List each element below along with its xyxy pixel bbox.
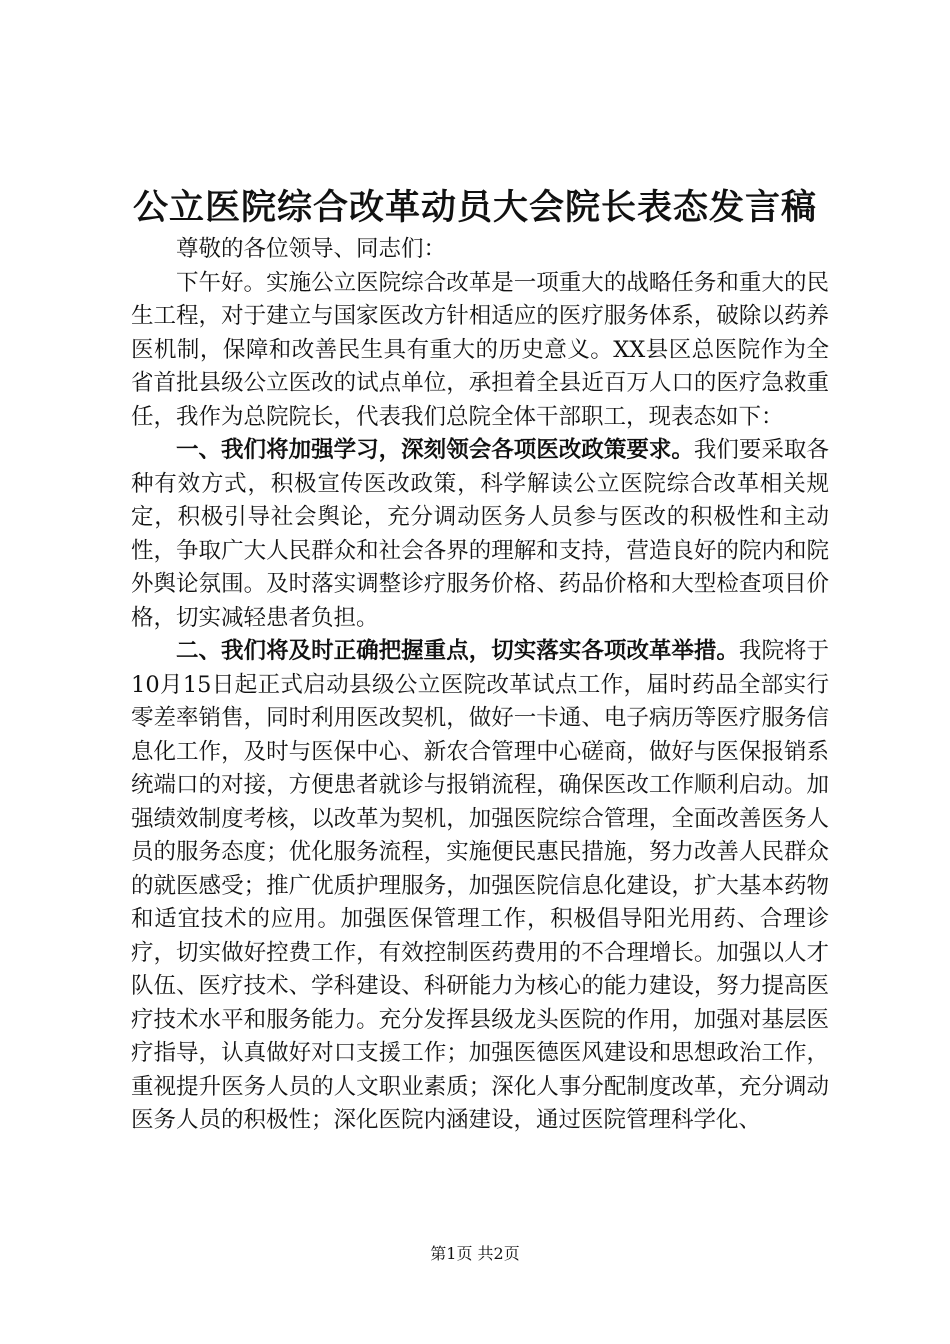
document-title: 公立医院综合改革动员大会院长表态发言稿 xyxy=(132,187,817,228)
page-footer xyxy=(0,1242,950,1266)
section-text-1: 我们要采取各种有效方式，积极宣传医改政策，科学解读公立医院综合改革相关规定，积极引导社会舆论，充分调动医务人员参与医改的积极性和主动性，争取广大人民群众和社会各界的理解和支持，营造良好的院内和院外舆论氛围。及时落实调整诊疗服务价格、药品价格和大型检查项目价格，切实减轻患者负担。 xyxy=(131,437,829,631)
section-paragraph-2 xyxy=(131,635,829,1138)
salutation-paragraph: 尊敬的各位领导、同志们： xyxy=(176,236,447,262)
section-heading-1: 一、我们将加强学习，深刻领会各项医改政策要求。 xyxy=(176,437,694,463)
section-text-2: 我院将于10月15日起正式启动县级公立医院改革试点工作，届时药品全部实行零差率销售，同时利用医改契机，做好一卡通、电子病历等医疗服务信息化工作，及时与医保中心、新农合管理中心磋商，做好与医保报销系统端口的对接，方便患者就诊与报销流程，确保医改工作顺利启动。加强绩效制度考核，以改革为契机，加强医院综合管理，全面改善医务人员的服务态度；优化服务流程，实施便民惠民措施，努力改善人民群众的就医感受；推广优质护理服务，加强医院信息化建设，扩大基本药物和适宜技术的应用。加强医保管理工作，积极倡导阳光用药、合理诊疗，切实做好控费工作，有效控制医药费用的不合理增长。加强以人才队伍、医疗技术、学科建设、科研能力为核心的能力建设，努力提高医疗技术水平和服务能力。充分发挥县级龙头医院的作用，加强对基层医疗指导，认真做好对口支援工作；加强医德医风建设和思想政治工作，重视提升医务人员的人文职业素质；深化人事分配制度改革，充分调动医务人员的积极性；深化医院内涵建设，通过医院管理科学化、 xyxy=(131,638,829,1133)
page-number-label: 第1页 共2页 xyxy=(430,1244,520,1263)
section-heading-2: 二、我们将及时正确把握重点，切实落实各项改革举措。 xyxy=(176,638,739,664)
intro-paragraph: 下午好。实施公立医院综合改革是一项重大的战略任务和重大的民生工程，对于建立与国家医改方针相适应的医疗服务体系，破除以药养医机制，保障和改善民生具有重大的历史意义。XX县区总医院作为全省首批县级公立医改的试点单位，承担着全县近百万人口的医疗急救重任，我作为总院院长，代表我们总院全体干部职工，现表态如下： xyxy=(131,269,829,430)
document-body xyxy=(131,233,829,1138)
section-paragraph-1 xyxy=(131,434,829,635)
